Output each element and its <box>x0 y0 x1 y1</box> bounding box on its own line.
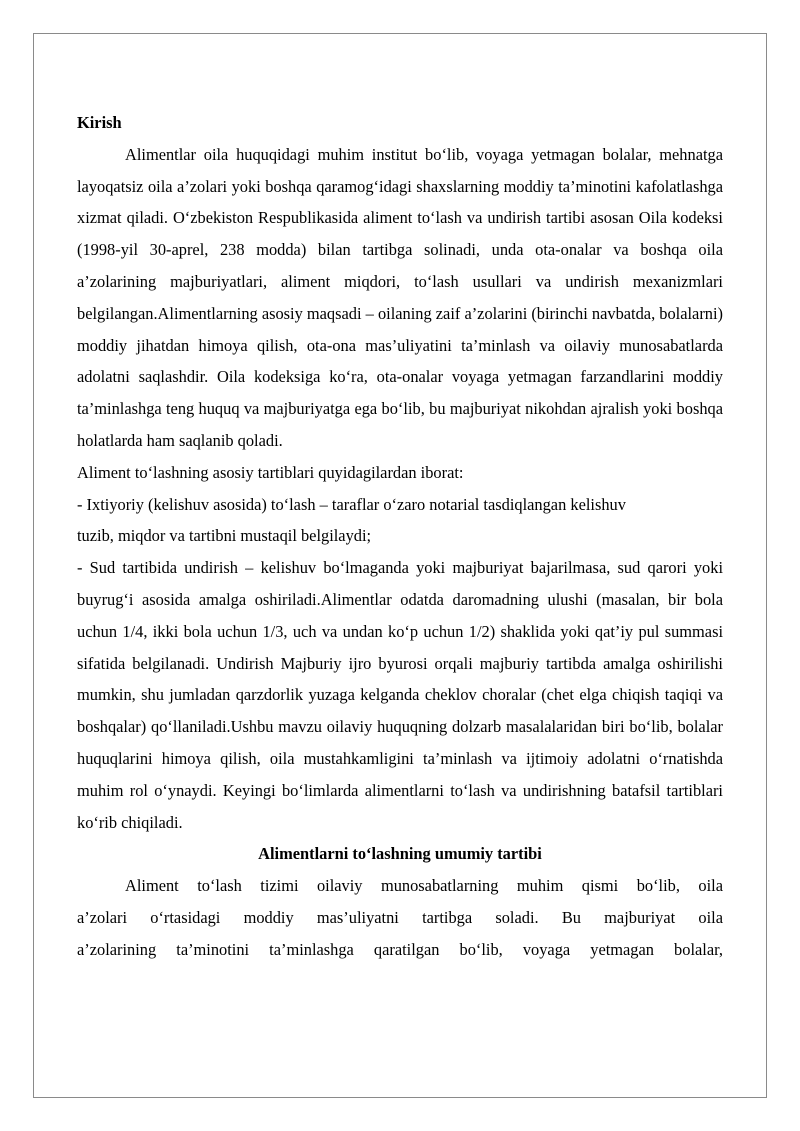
paragraph-list-intro: Aliment to‘lashning asosiy tartiblari quyidagilardan iborat: <box>77 462 464 482</box>
section-title: Alimentlarni to‘lashning umumiy tartibi <box>258 844 542 864</box>
heading-kirish: Kirish <box>77 113 122 132</box>
list-item-voluntary-line1: - Ixtiyoriy (kelishuv asosida) to‘lash – taraflar o‘zaro notarial tasdiqlangan kelishuv <box>77 494 626 514</box>
list-item-voluntary-line2: tuzib, miqdor va tartibni mustaqil belgilaydi; <box>77 526 372 546</box>
paragraph-general-line2: a’zolari o‘rtasidagi moddiy mas’uliyatni tartibga soladi. Bu majburiyat oila <box>77 907 723 927</box>
document-body <box>77 107 723 966</box>
list-item-court: - Sud tartibida undirish – kelishuv bo‘lmaganda yoki majburiyat bajarilmasa, sud qarori yoki buyrug‘i asosida amalga oshiriladi.Alimentlar odatda daromadning ulushi (masalan, bir bola uchun 1/4, ikki bola uchun 1/3, uch va undan ko‘p uchun 1/2) shaklida yoki qat’iy pul summasi sifatida belgilanadi. Undirish Majburiy ijro byurosi orqali majburiy tartibda amalga oshirilishi mumkin, shu jumladan qarzdorlik yuzaga kelganda cheklov choralar (chet elga chiqish taqiqi va boshqalar) qo‘llaniladi.Ushbu mavzu oilaviy huquqning dolzarb masalalaridan biri bo‘lib, bolalar huquqlarini himoya qilish, oila mustahkamligini ta’minlash va ijtimoiy adolatni o‘rnatishda muhim rol o‘ynaydi. Keyingi bo‘limlarda alimentlarni to‘lash va undirishning batafsil tartiblari ko‘rib chiqiladi. <box>77 558 723 832</box>
paragraph-general-line1: Aliment to‘lash tizimi oilaviy munosabatlarning muhim qismi bo‘lib, oila <box>125 876 723 896</box>
paragraph-general-line3: a’zolarining ta’minotini ta’minlashga qaratilgan bo‘lib, voyaga yetmagan bolalar, <box>77 939 723 959</box>
paragraph-intro: Alimentlar oila huquqidagi muhim institut bo‘lib, voyaga yetmagan bolalar, mehnatga layoqatsiz oila a’zolari yoki boshqa qaramog‘idagi shaxslarning moddiy ta’minotini kafolatlashga xizmat qiladi. O‘zbekiston Respublikasida aliment to‘lash va undirish tartibi asosan Oila kodeksi (1998-yil 30-aprel, 238 modda) bilan tartibga solinadi, unda ota-onalar va boshqa oila a’zolarining majburiyatlari, aliment miqdori, to‘lash usullari va undirish mexanizmlari belgilangan.Alimentlarning asosiy maqsadi – oilaning zaif a’zolarini (birinchi navbatda, bolalarni) moddiy jihatdan himoya qilish, ota-ona mas’uliyatini ta’minlash va oilaviy munosabatlarda adolatni saqlashdir. Oila kodeksiga ko‘ra, ota-onalar voyaga yetmagan farzandlarini moddiy ta’minlashga teng huquq va majburiyatga ega bo‘lib, bu majburiyat nikohdan ajralish yoki boshqa holatlarda ham saqlanib qoladi. <box>77 144 723 450</box>
